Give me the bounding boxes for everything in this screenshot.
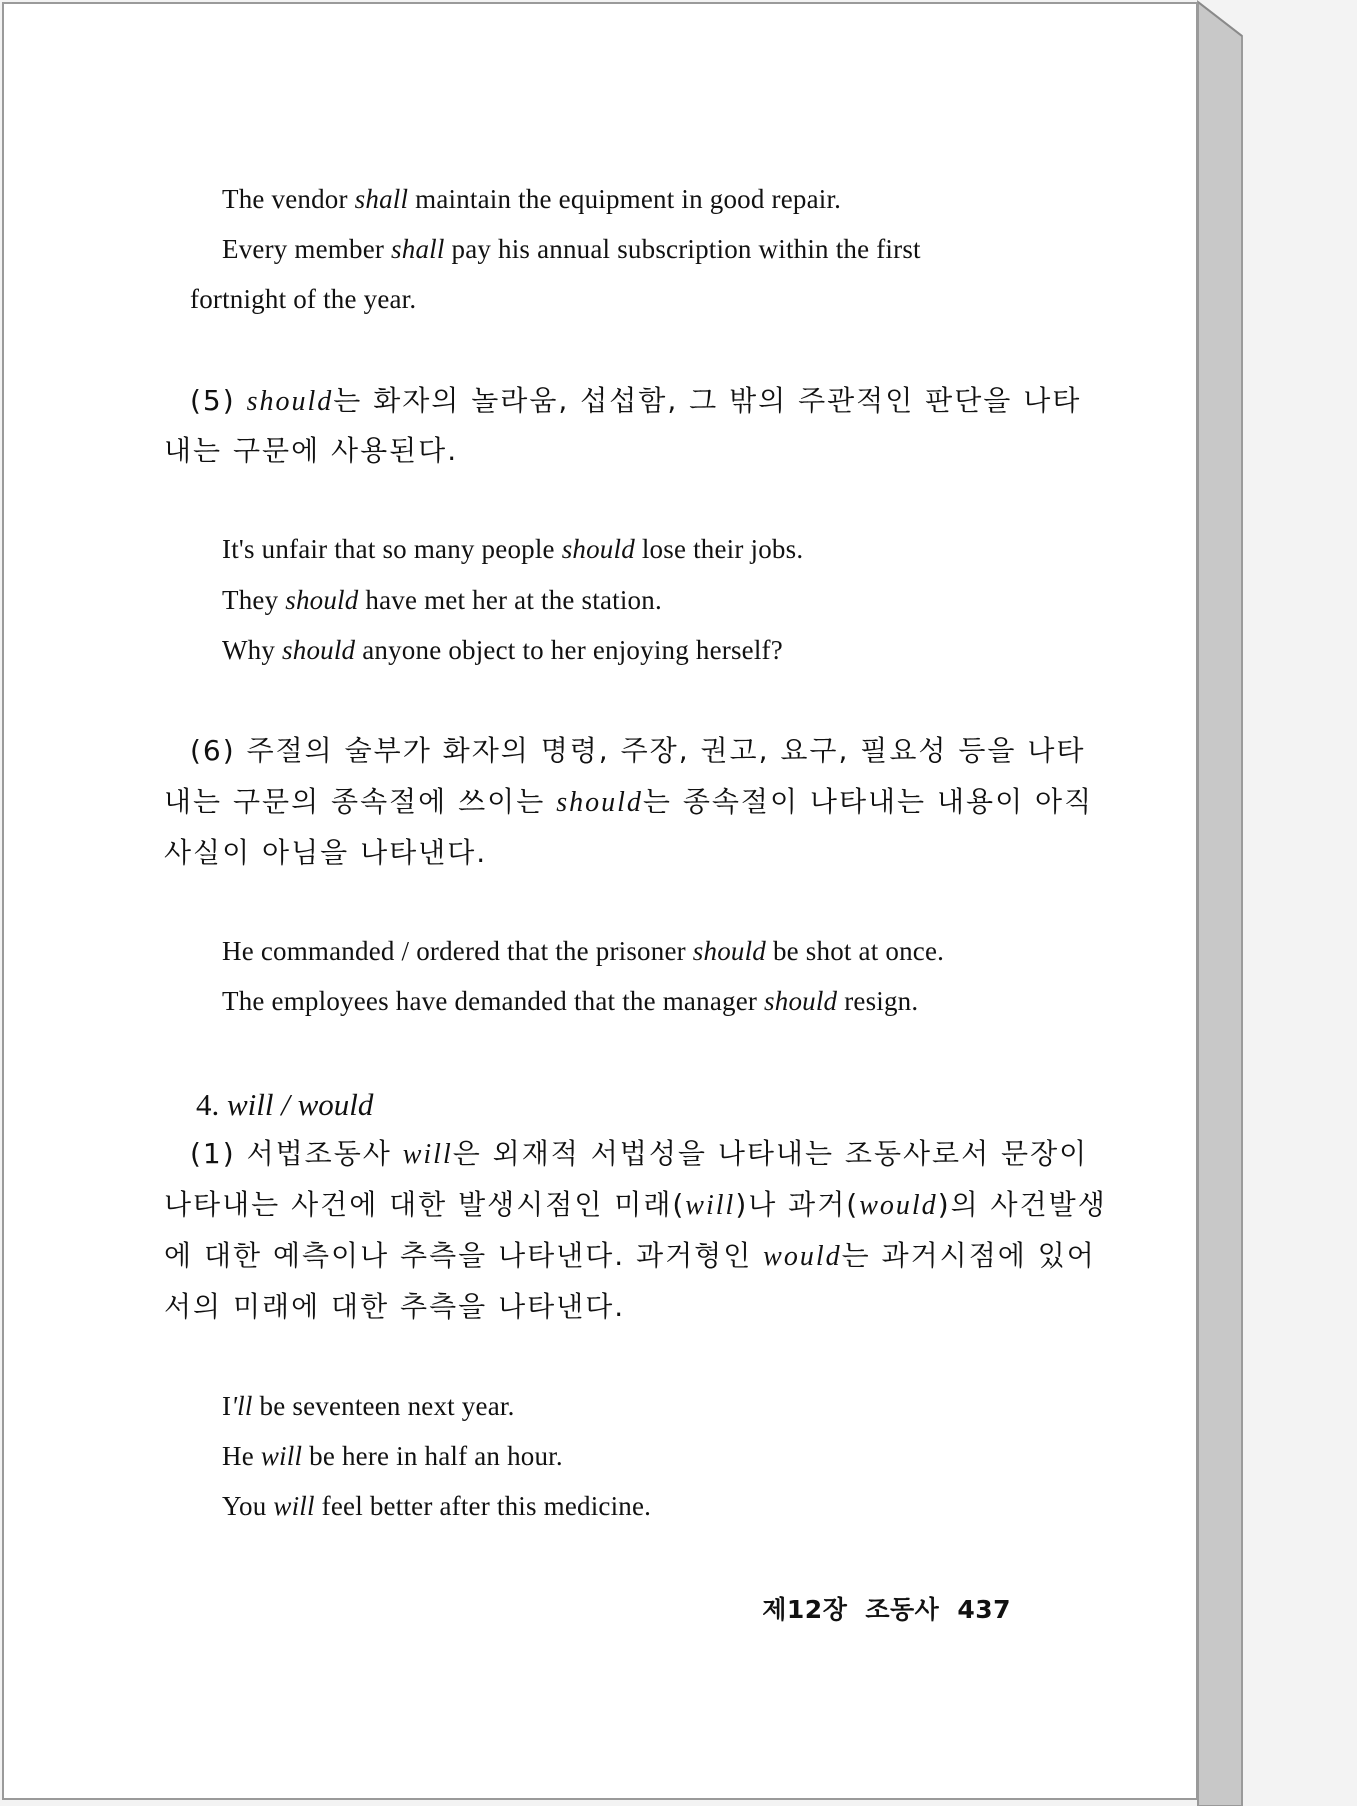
- section-4-1-line-2: 나타내는 사건에 대한 발생시점인 미래(will)나 과거(would)의 사건발생: [164, 1188, 1107, 1221]
- section-6-line-1: (6) 주절의 술부가 화자의 명령, 주장, 권고, 요구, 필요성 등을 나타: [190, 734, 1086, 767]
- example-should-2: They should have met her at the station.: [222, 585, 662, 615]
- example-should-3: Why should anyone object to her enjoying herself?: [222, 635, 783, 665]
- example-should-1: It's unfair that so many people should lose their jobs.: [222, 534, 804, 564]
- example-shall-2: Every member shall pay his annual subscription within the first: [222, 234, 921, 264]
- example-shall-2-cont: fortnight of the year.: [190, 284, 417, 314]
- example-will-3: You will feel better after this medicine.: [222, 1491, 652, 1521]
- example-shall-1: The vendor shall maintain the equipment in good repair.: [222, 184, 842, 214]
- example-will-1: I'll be seventeen next year.: [222, 1391, 515, 1421]
- footer-title: 조동사: [865, 1595, 940, 1624]
- section-5-line-2: 내는 구문에 사용된다.: [164, 434, 459, 467]
- example-should-4: He commanded / ordered that the prisoner should be shot at once.: [222, 936, 945, 966]
- footer-chapter: 제12장: [762, 1595, 848, 1624]
- section-6-line-2: 내는 구문의 종속절에 쓰이는 should는 종속절이 나타내는 내용이 아직: [164, 785, 1094, 818]
- page-number: 437: [957, 1595, 1011, 1624]
- example-will-2: He will be here in half an hour.: [222, 1441, 563, 1471]
- example-should-5: The employees have demanded that the manager should resign.: [222, 986, 919, 1016]
- section-4-1-line-1: (1) 서법조동사 will은 외재적 서법성을 나타내는 조동사로서 문장이: [190, 1137, 1089, 1170]
- section-heading-will-would: 4. will / would: [196, 1087, 374, 1122]
- section-4-1-line-4: 서의 미래에 대한 추측을 나타낸다.: [164, 1290, 626, 1323]
- section-4-1-line-3: 에 대한 예측이나 추측을 나타낸다. 과거형인 would는 과거시점에 있어: [164, 1239, 1096, 1272]
- section-5-line-1: (5) should는 화자의 놀라움, 섭섭함, 그 밖의 주관적인 판단을 나타: [190, 384, 1082, 417]
- section-6-line-3: 사실이 아님을 나타낸다.: [164, 836, 488, 869]
- page-footer: [762, 1590, 1011, 1626]
